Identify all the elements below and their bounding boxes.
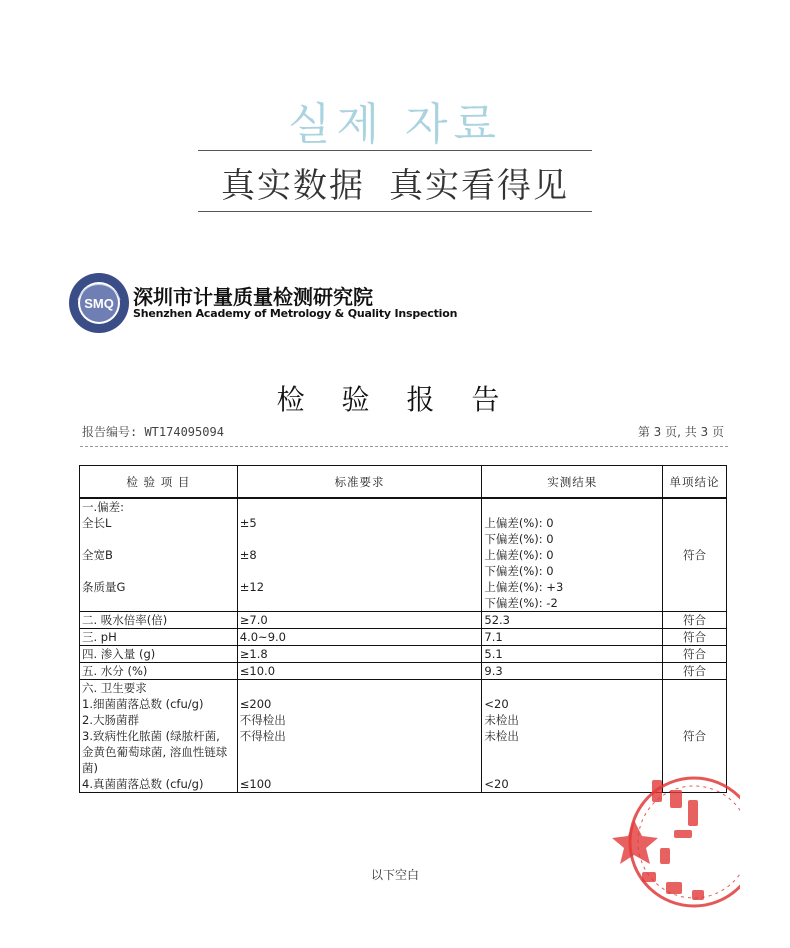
cell-result: 5.1 bbox=[482, 646, 663, 663]
table-row bbox=[80, 663, 727, 680]
cell-result: <20 未检出 未检出 <20 bbox=[482, 680, 663, 793]
report-number: 报告编号: WT174095094 bbox=[82, 425, 224, 439]
cell-item: 二. 吸水倍率(倍) bbox=[80, 612, 238, 629]
footer-blank-note: 以下空白 bbox=[370, 868, 419, 882]
cell-standard: ≥1.8 bbox=[237, 646, 482, 663]
organization-name-cn: 深圳市计量质量检测研究院 bbox=[133, 285, 373, 309]
divider-bottom bbox=[198, 211, 592, 212]
smq-logo bbox=[68, 272, 130, 334]
report-title: 检 验 报 告 bbox=[276, 383, 514, 416]
header-item: 检 验 项 目 bbox=[80, 466, 238, 499]
page-number: 第 3 页, 共 3 页 bbox=[637, 425, 724, 439]
cell-standard: ≥7.0 bbox=[237, 612, 482, 629]
cell-result: 9.3 bbox=[482, 663, 663, 680]
cell-result: 7.1 bbox=[482, 629, 663, 646]
chinese-subtitle bbox=[0, 158, 790, 207]
organization-name-en: Shenzhen Academy of Metrology & Quality Inspection bbox=[133, 307, 458, 320]
cell-conclusion: 符合 bbox=[663, 646, 727, 663]
cell-standard: 4.0~9.0 bbox=[237, 629, 482, 646]
header-standard: 标准要求 bbox=[237, 466, 482, 499]
subtitle-right: 真实看得见 bbox=[389, 166, 569, 206]
cell-conclusion: 符合 bbox=[663, 498, 727, 612]
cell-standard: ≤200 不得检出 不得检出 ≤100 bbox=[237, 680, 482, 793]
table-header-row bbox=[80, 466, 727, 499]
table-row bbox=[80, 629, 727, 646]
cell-item: 四. 渗入量 (g) bbox=[80, 646, 238, 663]
cell-item: 三. pH bbox=[80, 629, 238, 646]
korean-title: 실제 자료 bbox=[287, 99, 502, 150]
dashed-divider bbox=[80, 446, 728, 447]
cell-conclusion: 符合 bbox=[663, 663, 727, 680]
cell-conclusion: 符合 bbox=[663, 629, 727, 646]
cell-item: 一.偏差: 全长L 全宽B 条质量G bbox=[80, 498, 238, 612]
cell-conclusion: 符合 bbox=[663, 680, 727, 793]
logo-text: SMQ bbox=[84, 296, 114, 311]
cell-result: 52.3 bbox=[482, 612, 663, 629]
red-seal-stamp bbox=[612, 760, 740, 920]
cell-result: 上偏差(%): 0 下偏差(%): 0 上偏差(%): 0 下偏差(%): 0 上偏差(%): +3 下偏差(%): -2 bbox=[482, 498, 663, 612]
cell-standard: ≤10.0 bbox=[237, 663, 482, 680]
cell-conclusion: 符合 bbox=[663, 612, 727, 629]
divider-top bbox=[198, 150, 592, 151]
table-row bbox=[80, 612, 727, 629]
table-row bbox=[80, 498, 727, 612]
cell-item: 五. 水分 (%) bbox=[80, 663, 238, 680]
cell-item: 六. 卫生要求 1.细菌菌落总数 (cfu/g) 2.大肠菌群 3.致病性化脓菌 (绿脓杆菌, 金黄色葡萄球菌, 溶血性链球菌) 4.真菌菌落总数 (cfu/g) bbox=[80, 680, 238, 793]
cell-standard: ±5 ±8 ±12 bbox=[237, 498, 482, 612]
table-row bbox=[80, 646, 727, 663]
header-result: 实测结果 bbox=[482, 466, 663, 499]
inspection-table bbox=[79, 465, 727, 793]
header-conclusion: 单项结论 bbox=[663, 466, 727, 499]
subtitle-left: 真实数据 bbox=[221, 166, 365, 206]
